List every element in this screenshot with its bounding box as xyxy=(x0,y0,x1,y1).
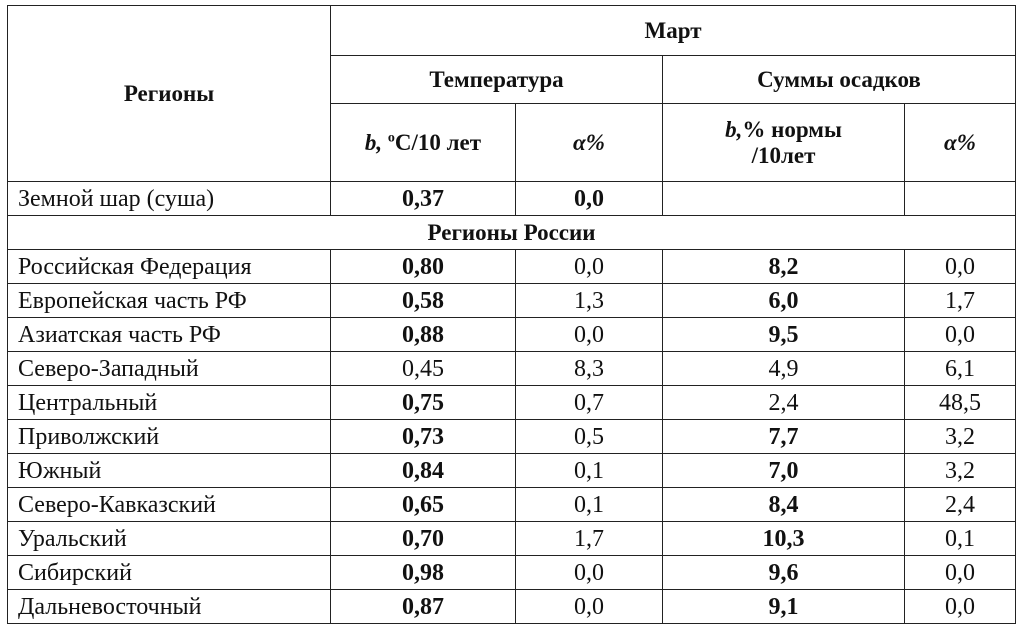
temp-trend-value: 0,70 xyxy=(331,522,516,556)
temp-trend-value: 0,87 xyxy=(331,590,516,624)
precip-trend-value xyxy=(663,182,905,216)
temp-alpha-value: 0,5 xyxy=(516,420,663,454)
temp-alpha-value: 0,1 xyxy=(516,488,663,522)
temp-trend-value: 0,58 xyxy=(331,284,516,318)
region-name: Сибирский xyxy=(8,556,331,590)
precip-alpha-value: 3,2 xyxy=(905,420,1016,454)
table-row xyxy=(8,556,1016,590)
temp-trend-value: 0,75 xyxy=(331,386,516,420)
precip-trend-value: 10,3 xyxy=(663,522,905,556)
table-row xyxy=(8,318,1016,352)
temp-alpha-header: α% xyxy=(516,104,663,182)
region-name: Северо-Западный xyxy=(8,352,331,386)
temp-trend-value: 0,37 xyxy=(331,182,516,216)
region-name: Уральский xyxy=(8,522,331,556)
group-row xyxy=(8,216,1016,250)
climate-trends-table xyxy=(7,5,1016,624)
temp-alpha-value: 0,0 xyxy=(516,318,663,352)
month-header: Март xyxy=(331,6,1016,56)
precip-trend-value: 8,4 xyxy=(663,488,905,522)
region-name: Северо-Кавказский xyxy=(8,488,331,522)
precip-alpha-value xyxy=(905,182,1016,216)
temp-trend-value: 0,98 xyxy=(331,556,516,590)
precip-alpha-value: 0,0 xyxy=(905,250,1016,284)
temp-trend-value: 0,80 xyxy=(331,250,516,284)
temp-alpha-value: 0,7 xyxy=(516,386,663,420)
temp-trend-value: 0,45 xyxy=(331,352,516,386)
temperature-header: Температура xyxy=(331,56,663,104)
region-name: Земной шар (суша) xyxy=(8,182,331,216)
precip-alpha-value: 6,1 xyxy=(905,352,1016,386)
precip-alpha-value: 48,5 xyxy=(905,386,1016,420)
temp-alpha-value: 0,0 xyxy=(516,182,663,216)
precip-alpha-value: 1,7 xyxy=(905,284,1016,318)
table-row xyxy=(8,454,1016,488)
temp-trend-value: 0,88 xyxy=(331,318,516,352)
precip-alpha-value: 0,0 xyxy=(905,318,1016,352)
region-name: Приволжский xyxy=(8,420,331,454)
regions-column-header: Регионы xyxy=(8,6,331,182)
table-row xyxy=(8,420,1016,454)
precip-trend-value: 7,7 xyxy=(663,420,905,454)
temp-trend-value: 0,84 xyxy=(331,454,516,488)
precip-trend-value: 9,6 xyxy=(663,556,905,590)
table-header xyxy=(8,6,1016,182)
table-row xyxy=(8,352,1016,386)
table-row xyxy=(8,386,1016,420)
region-name: Европейская часть РФ xyxy=(8,284,331,318)
group-label: Регионы России xyxy=(8,216,1016,250)
temp-trend-unit: С/10 лет xyxy=(394,129,482,155)
temp-alpha-value: 1,3 xyxy=(516,284,663,318)
table-row xyxy=(8,250,1016,284)
region-name: Южный xyxy=(8,454,331,488)
precip-trend-header xyxy=(663,104,905,182)
table-row xyxy=(8,488,1016,522)
region-name: Российская Федерация xyxy=(8,250,331,284)
temp-alpha-value: 0,1 xyxy=(516,454,663,488)
region-name: Центральный xyxy=(8,386,331,420)
precip-trend-value: 8,2 xyxy=(663,250,905,284)
table-body xyxy=(8,182,1016,624)
precip-trend-unit-2: /10лет xyxy=(751,142,816,168)
table-row xyxy=(8,522,1016,556)
precip-alpha-value: 0,0 xyxy=(905,556,1016,590)
region-name: Дальневосточный xyxy=(8,590,331,624)
temp-trend-value: 0,73 xyxy=(331,420,516,454)
temp-alpha-value: 0,0 xyxy=(516,250,663,284)
precip-alpha-value: 0,0 xyxy=(905,590,1016,624)
table-row-global xyxy=(8,182,1016,216)
precip-trend-symbol: b, xyxy=(725,116,743,142)
precip-alpha-value: 0,1 xyxy=(905,522,1016,556)
temp-alpha-value: 0,0 xyxy=(516,590,663,624)
degree-sup: o xyxy=(387,129,395,145)
precip-trend-value: 9,1 xyxy=(663,590,905,624)
table-row xyxy=(8,590,1016,624)
region-name: Азиатская часть РФ xyxy=(8,318,331,352)
temp-trend-value: 0,65 xyxy=(331,488,516,522)
precip-alpha-value: 2,4 xyxy=(905,488,1016,522)
precip-trend-value: 6,0 xyxy=(663,284,905,318)
table-row xyxy=(8,284,1016,318)
precipitation-header: Суммы осадков xyxy=(663,56,1016,104)
precip-trend-value: 2,4 xyxy=(663,386,905,420)
precip-alpha-header: α% xyxy=(905,104,1016,182)
climate-trends-table-container xyxy=(7,5,1016,624)
precip-trend-value: 7,0 xyxy=(663,454,905,488)
precip-alpha-value: 3,2 xyxy=(905,454,1016,488)
temp-alpha-value: 1,7 xyxy=(516,522,663,556)
precip-trend-unit-1: % нормы xyxy=(742,116,842,142)
temp-trend-header xyxy=(331,104,516,182)
precip-trend-value: 9,5 xyxy=(663,318,905,352)
precip-trend-value: 4,9 xyxy=(663,352,905,386)
temp-alpha-value: 0,0 xyxy=(516,556,663,590)
temp-trend-symbol: b, xyxy=(364,129,383,155)
temp-alpha-value: 8,3 xyxy=(516,352,663,386)
